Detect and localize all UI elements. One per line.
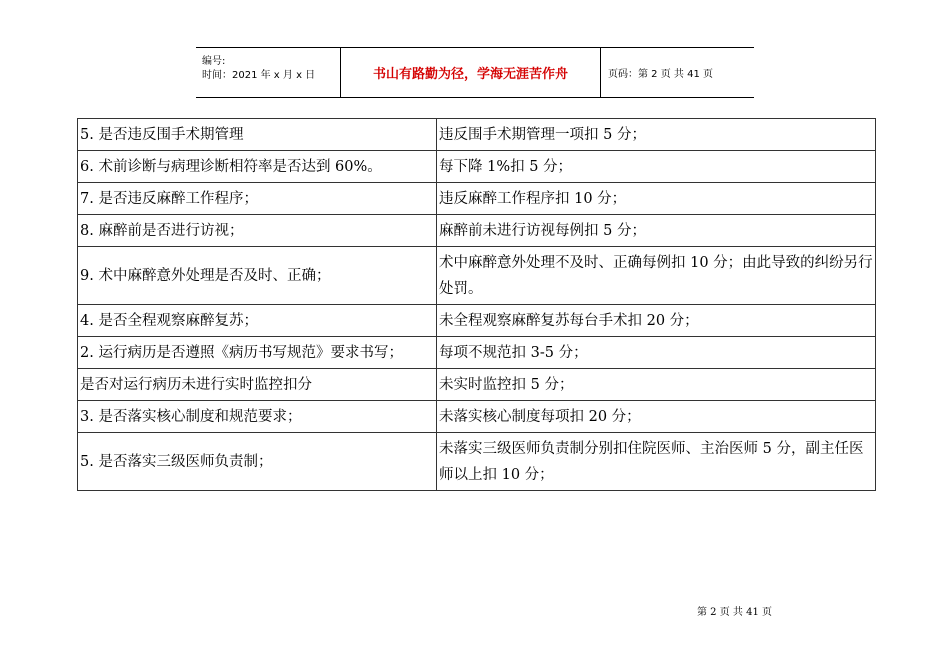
table-row xyxy=(78,369,876,401)
assessment-item: 5. 是否违反围手术期管理 xyxy=(78,119,437,151)
deduction-rule: 未落实三级医师负责制分别扣住院医师、主治医师 5 分，副主任医师以上扣 10 分； xyxy=(437,433,876,491)
assessment-item: 2. 运行病历是否遵照《病历书写规范》要求书写； xyxy=(78,337,437,369)
assessment-item: 6. 术前诊断与病理诊断相符率是否达到 60%。 xyxy=(78,151,437,183)
deduction-rule: 术中麻醉意外处理不及时、正确每例扣 10 分；由此导致的纠纷另行处罚。 xyxy=(437,247,876,305)
assessment-table-body xyxy=(78,119,876,491)
assessment-item: 8. 麻醉前是否进行访视； xyxy=(78,215,437,247)
assessment-item: 9. 术中麻醉意外处理是否及时、正确； xyxy=(78,247,437,305)
table-row xyxy=(78,247,876,305)
deduction-rule: 每项不规范扣 3-5 分； xyxy=(437,337,876,369)
table-row xyxy=(78,305,876,337)
table-row xyxy=(78,433,876,491)
table-row xyxy=(78,119,876,151)
deduction-rule: 违反围手术期管理一项扣 5 分； xyxy=(437,119,876,151)
assessment-table xyxy=(77,118,876,491)
header-slogan: 书山有路勤为径，学海无涯苦作舟 xyxy=(341,48,601,97)
table-row xyxy=(78,337,876,369)
deduction-rule: 未实时监控扣 5 分； xyxy=(437,369,876,401)
table-row xyxy=(78,183,876,215)
deduction-rule: 麻醉前未进行访视每例扣 5 分； xyxy=(437,215,876,247)
table-row xyxy=(78,151,876,183)
document-number-label: 编号: xyxy=(202,56,226,67)
assessment-item: 5. 是否落实三级医师负责制； xyxy=(78,433,437,491)
header-page-number: 页码：第 2 页 共 41 页 xyxy=(608,69,713,80)
deduction-rule: 未落实核心制度每项扣 20 分； xyxy=(437,401,876,433)
header-meta-cell xyxy=(196,48,341,97)
table-row xyxy=(78,401,876,433)
deduction-rule: 每下降 1%扣 5 分； xyxy=(437,151,876,183)
assessment-item: 是否对运行病历未进行实时监控扣分 xyxy=(78,369,437,401)
page-header xyxy=(196,47,754,98)
document-date-label: 时间：2021 年 x 月 x 日 xyxy=(202,70,316,81)
assessment-item: 4. 是否全程观察麻醉复苏； xyxy=(78,305,437,337)
table-row xyxy=(78,215,876,247)
assessment-item: 7. 是否违反麻醉工作程序； xyxy=(78,183,437,215)
assessment-item: 3. 是否落实核心制度和规范要求； xyxy=(78,401,437,433)
deduction-rule: 违反麻醉工作程序扣 10 分； xyxy=(437,183,876,215)
page-footer-number: 第 2 页 共 41 页 xyxy=(697,607,772,618)
deduction-rule: 未全程观察麻醉复苏每台手术扣 20 分； xyxy=(437,305,876,337)
